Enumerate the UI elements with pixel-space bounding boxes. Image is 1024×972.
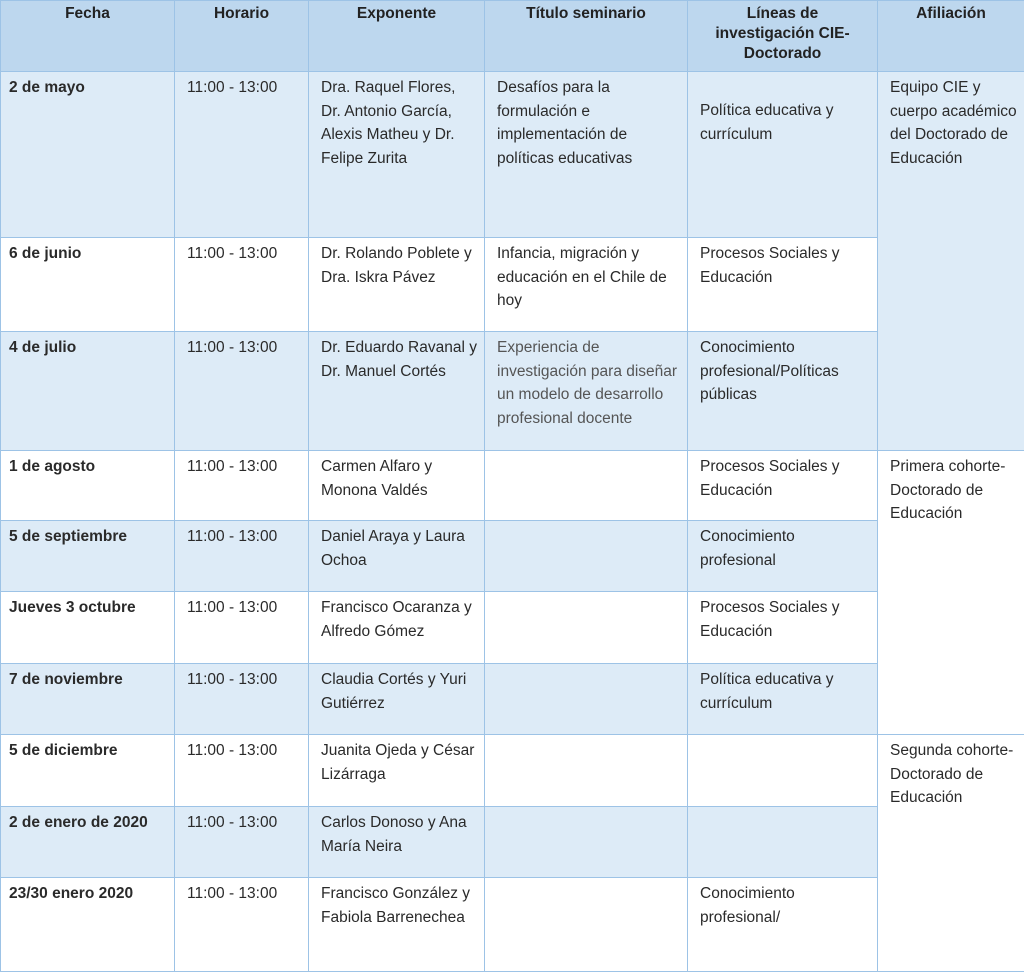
cell-horario: 11:00 - 13:00 xyxy=(175,592,309,664)
table-row xyxy=(1,878,1024,972)
cell-titulo xyxy=(485,807,688,878)
cell-afiliacion: Segunda cohorte-Doctorado de Educación xyxy=(878,735,1024,972)
cell-exponente: Dr. Rolando Poblete y Dra. Iskra Pávez xyxy=(309,238,485,332)
cell-afiliacion: Primera cohorte-Doctorado de Educación xyxy=(878,451,1024,735)
header-horario: Horario xyxy=(175,1,309,72)
cell-horario: 11:00 - 13:00 xyxy=(175,332,309,451)
cell-linea: Procesos Sociales y Educación xyxy=(688,238,878,332)
cell-afiliacion: Equipo CIE y cuerpo académico del Doctorado de Educación xyxy=(878,72,1024,451)
table-row xyxy=(1,807,1024,878)
cell-fecha: 2 de mayo xyxy=(1,72,175,238)
cell-horario: 11:00 - 13:00 xyxy=(175,521,309,592)
header-fecha: Fecha xyxy=(1,1,175,72)
cell-linea: Procesos Sociales y Educación xyxy=(688,592,878,664)
cell-fecha: 2 de enero de 2020 xyxy=(1,807,175,878)
cell-horario: 11:00 - 13:00 xyxy=(175,72,309,238)
cell-titulo xyxy=(485,451,688,521)
cell-exponente: Daniel Araya y Laura Ochoa xyxy=(309,521,485,592)
table-row xyxy=(1,451,1024,521)
cell-horario: 11:00 - 13:00 xyxy=(175,807,309,878)
cell-titulo: Infancia, migración y educación en el Chile de hoy xyxy=(485,238,688,332)
cell-fecha: 5 de septiembre xyxy=(1,521,175,592)
cell-titulo: Desafíos para la formulación e implementación de políticas educativas xyxy=(485,72,688,238)
cell-exponente: Dra. Raquel Flores, Dr. Antonio García, Alexis Matheu y Dr. Felipe Zurita xyxy=(309,72,485,238)
cell-titulo xyxy=(485,735,688,807)
table-row xyxy=(1,72,1024,238)
cell-exponente: Francisco González y Fabiola Barrenechea xyxy=(309,878,485,972)
cell-fecha: 23/30 enero 2020 xyxy=(1,878,175,972)
cell-fecha: 5 de diciembre xyxy=(1,735,175,807)
cell-horario: 11:00 - 13:00 xyxy=(175,735,309,807)
cell-linea: Conocimiento profesional xyxy=(688,521,878,592)
cell-linea xyxy=(688,735,878,807)
cell-linea xyxy=(688,807,878,878)
cell-linea: Conocimiento profesional/Políticas públicas xyxy=(688,332,878,451)
cell-linea: Conocimiento profesional/ xyxy=(688,878,878,972)
table-row xyxy=(1,735,1024,807)
cell-exponente: Juanita Ojeda y César Lizárraga xyxy=(309,735,485,807)
cell-titulo xyxy=(485,878,688,972)
cell-titulo xyxy=(485,664,688,735)
table-row xyxy=(1,664,1024,735)
cell-fecha: 1 de agosto xyxy=(1,451,175,521)
table-row xyxy=(1,332,1024,451)
cell-fecha: Jueves 3 octubre xyxy=(1,592,175,664)
cell-horario: 11:00 - 13:00 xyxy=(175,878,309,972)
cell-titulo xyxy=(485,521,688,592)
cell-linea: Política educativa y currículum xyxy=(688,664,878,735)
cell-horario: 11:00 - 13:00 xyxy=(175,238,309,332)
cell-exponente: Claudia Cortés y Yuri Gutiérrez xyxy=(309,664,485,735)
cell-linea: Política educativa y currículum xyxy=(688,72,878,238)
cell-titulo: Experiencia de investigación para diseñar un modelo de desarrollo profesional docente xyxy=(485,332,688,451)
cell-fecha: 6 de junio xyxy=(1,238,175,332)
cell-fecha: 4 de julio xyxy=(1,332,175,451)
table-row xyxy=(1,592,1024,664)
table-row xyxy=(1,521,1024,592)
cell-exponente: Francisco Ocaranza y Alfredo Gómez xyxy=(309,592,485,664)
cell-exponente: Carlos Donoso y Ana María Neira xyxy=(309,807,485,878)
header-exponente: Exponente xyxy=(309,1,485,72)
cell-horario: 11:00 - 13:00 xyxy=(175,451,309,521)
cell-fecha: 7 de noviembre xyxy=(1,664,175,735)
cell-titulo xyxy=(485,592,688,664)
cell-exponente: Dr. Eduardo Ravanal y Dr. Manuel Cortés xyxy=(309,332,485,451)
cell-exponente: Carmen Alfaro y Monona Valdés xyxy=(309,451,485,521)
cell-linea: Procesos Sociales y Educación xyxy=(688,451,878,521)
cell-horario: 11:00 - 13:00 xyxy=(175,664,309,735)
header-afiliacion: Afiliación xyxy=(878,1,1024,72)
table-row xyxy=(1,238,1024,332)
table-header-row xyxy=(1,1,1024,72)
header-lineas: Líneas de investigación CIE-Doctorado xyxy=(688,1,878,72)
header-titulo: Título seminario xyxy=(485,1,688,72)
